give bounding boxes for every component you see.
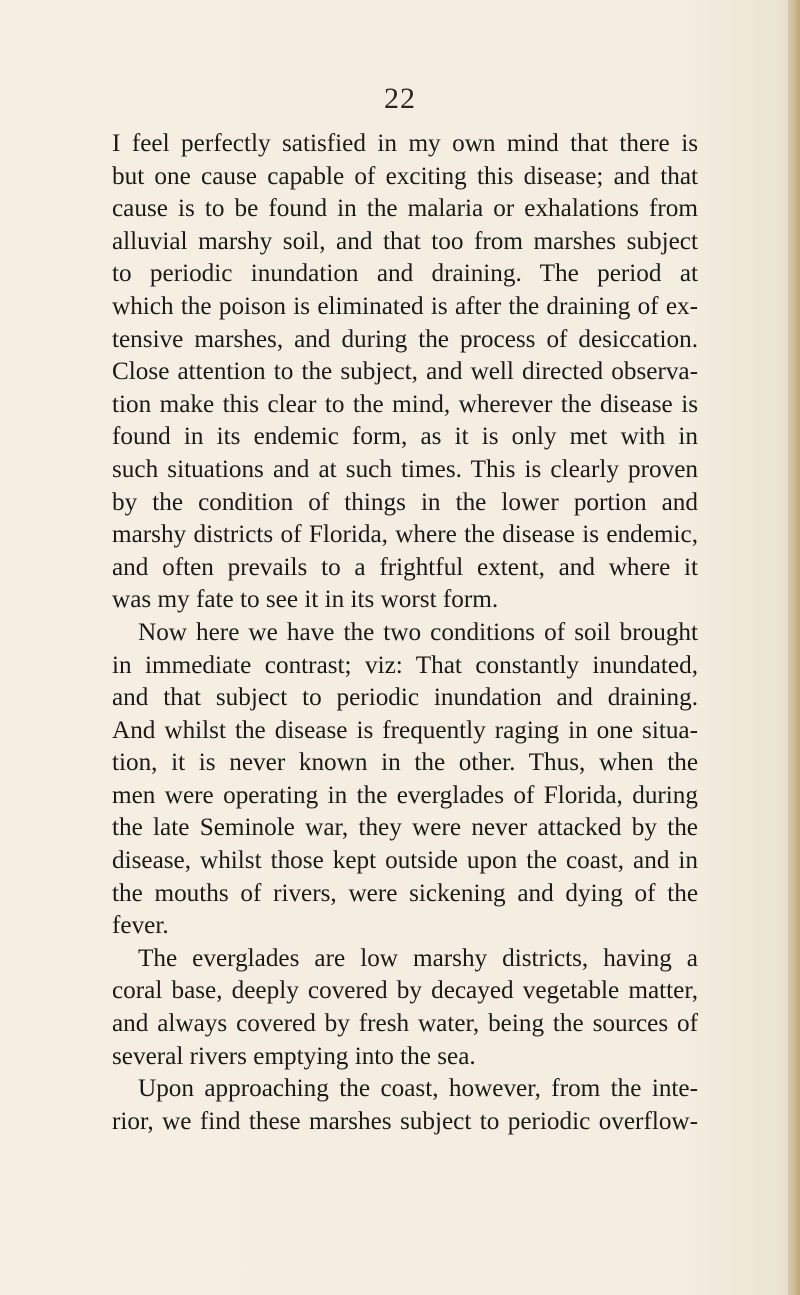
text-line: and that subject to periodic inundation and draining.	[112, 684, 698, 712]
paragraph-2	[112, 617, 698, 943]
text-line: the late Seminole war, they were never attacked by the	[112, 814, 698, 842]
text-line: several rivers emptying into the sea.	[112, 1042, 476, 1070]
text-line: was my fate to see it in its worst form.	[112, 586, 499, 614]
text-line: The everglades are low marshy districts, having a	[138, 944, 698, 972]
text-line: marshy districts of Florida, where the disease is endemic,	[112, 521, 698, 549]
text-line: Close attention to the subject, and well directed observa-	[112, 358, 698, 386]
text-line: I feel perfectly satisfied in my own mind that there is	[112, 130, 698, 157]
text-line: by the condition of things in the lower portion and	[112, 488, 698, 516]
paragraph-1	[112, 128, 698, 617]
page-number: 22	[384, 82, 416, 115]
text-line: men were operating in the everglades of Florida, during	[112, 781, 698, 809]
text-line: in immediate contrast; viz: That constantly inundated,	[112, 651, 698, 679]
text-line: And whilst the disease is frequently raging in one situa-	[112, 716, 698, 744]
text-line: tion, it is never known in the other. Thus, when the	[112, 749, 698, 777]
paragraph-4	[112, 1073, 698, 1138]
text-line: which the poison is eliminated is after the draining of ex-	[112, 292, 698, 320]
body-text	[112, 128, 698, 1138]
text-line: Upon approaching the coast, however, from the inte-	[138, 1075, 698, 1103]
text-line: and often prevails to a frightful extent, and where it	[112, 553, 698, 581]
text-line: alluvial marshy soil, and that too from marshes subject	[112, 227, 698, 255]
text-line: the mouths of rivers, were sickening and dying of the	[112, 879, 698, 907]
text-line: to periodic inundation and draining. The period at	[112, 260, 698, 288]
text-line: fever.	[112, 912, 169, 940]
text-line: and always covered by fresh water, being the sources of	[112, 1010, 698, 1038]
text-line: cause is to be found in the malaria or exhalations from	[112, 195, 698, 223]
text-line: Now here we have the two conditions of soil brought	[138, 618, 698, 646]
page-edge	[788, 0, 800, 1295]
text-line: but one cause capable of exciting this disease; and that	[112, 162, 698, 190]
text-line: such situations and at such times. This is clearly proven	[112, 455, 698, 483]
text-line: disease, whilst those kept outside upon the coast, and in	[112, 847, 698, 875]
text-line: found in its endemic form, as it is only met with in	[112, 423, 698, 451]
text-line: rior, we find these marshes subject to periodic overflow-	[112, 1107, 698, 1135]
text-line: tensive marshes, and during the process of desiccation.	[112, 325, 698, 353]
text-line: coral base, deeply covered by decayed vegetable matter,	[112, 977, 698, 1005]
paragraph-3	[112, 943, 698, 1073]
text-line: tion make this clear to the mind, wherever the disease is	[112, 390, 698, 418]
